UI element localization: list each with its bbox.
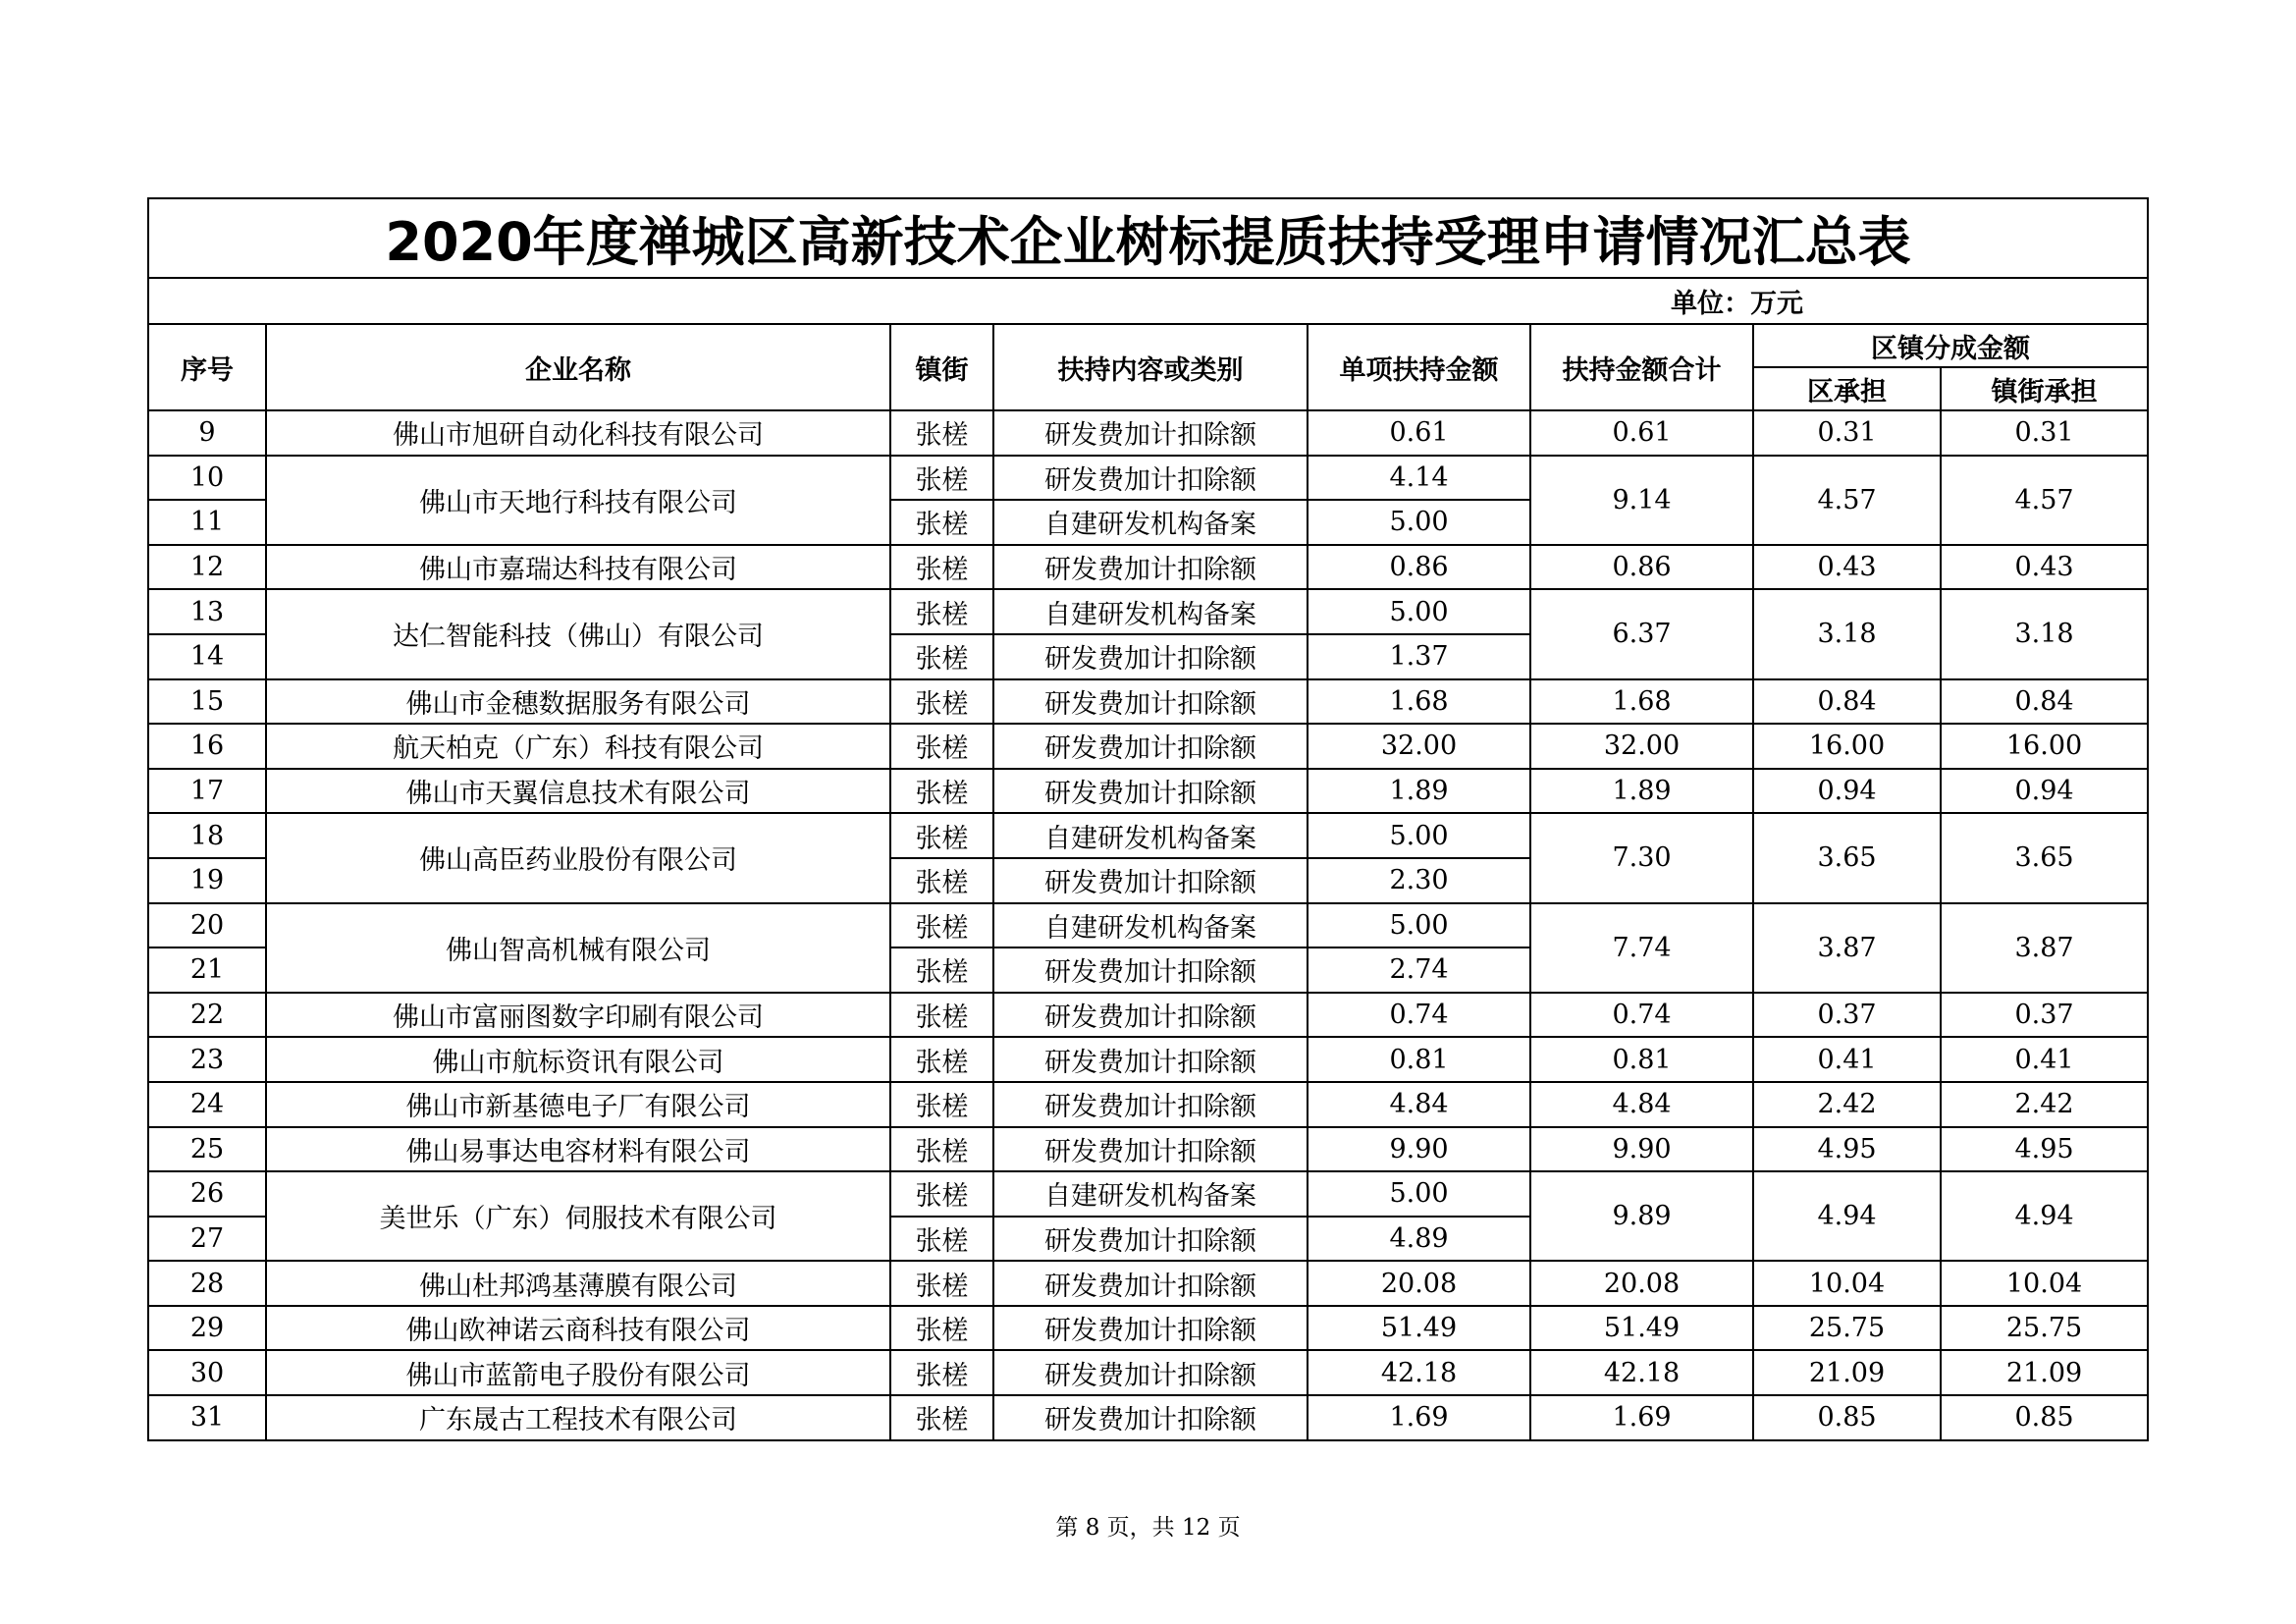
cell-company: 航天柏克（广东）科技有限公司: [266, 724, 890, 769]
header-district-share: 区承担: [1753, 367, 1941, 410]
cell-category: 研发费加计扣除额: [993, 1261, 1308, 1306]
cell-company: 佛山市金穗数据服务有限公司: [266, 679, 890, 725]
cell-company: 佛山市天翼信息技术有限公司: [266, 769, 890, 814]
cell-district-share: 3.87: [1753, 903, 1941, 993]
cell-town-share: 0.31: [1941, 410, 2148, 456]
cell-district-share: 4.94: [1753, 1171, 1941, 1261]
cell-item-amount: 9.90: [1308, 1127, 1530, 1172]
cell-category: 研发费加计扣除额: [993, 1350, 1308, 1395]
cell-company: 佛山高臣药业股份有限公司: [266, 813, 890, 902]
cell-category: 自建研发机构备案: [993, 903, 1308, 948]
cell-town: 张槎: [890, 813, 993, 858]
cell-category: 研发费加计扣除额: [993, 634, 1308, 679]
table-row: [148, 1171, 2148, 1217]
cell-town-share: 10.04: [1941, 1261, 2148, 1306]
cell-category: 研发费加计扣除额: [993, 456, 1308, 501]
cell-seq: 16: [148, 724, 266, 769]
cell-category: 自建研发机构备案: [993, 589, 1308, 634]
cell-company: 佛山市航标资讯有限公司: [266, 1037, 890, 1082]
cell-category: 自建研发机构备案: [993, 813, 1308, 858]
cell-town: 张槎: [890, 679, 993, 725]
cell-town-share: 25.75: [1941, 1306, 2148, 1351]
cell-town-share: 21.09: [1941, 1350, 2148, 1395]
table-row: [148, 1395, 2148, 1440]
cell-company: 佛山杜邦鸿基薄膜有限公司: [266, 1261, 890, 1306]
table-row: [148, 1350, 2148, 1395]
cell-town: 张槎: [890, 545, 993, 590]
cell-category: 研发费加计扣除额: [993, 858, 1308, 903]
cell-town: 张槎: [890, 1306, 993, 1351]
cell-total-amount: 7.74: [1530, 903, 1753, 993]
cell-total-amount: 1.89: [1530, 769, 1753, 814]
cell-item-amount: 4.89: [1308, 1217, 1530, 1262]
header-town-share: 镇街承担: [1941, 367, 2148, 410]
cell-town-share: 3.18: [1941, 589, 2148, 678]
cell-district-share: 4.57: [1753, 456, 1941, 545]
cell-town-share: 4.95: [1941, 1127, 2148, 1172]
cell-company: 佛山市新基德电子厂有限公司: [266, 1082, 890, 1127]
cell-company: 美世乐（广东）伺服技术有限公司: [266, 1171, 890, 1261]
header-category: 扶持内容或类别: [993, 324, 1308, 410]
cell-seq: 9: [148, 410, 266, 456]
cell-company: 佛山易事达电容材料有限公司: [266, 1127, 890, 1172]
cell-district-share: 0.43: [1753, 545, 1941, 590]
cell-town: 张槎: [890, 589, 993, 634]
cell-total-amount: 9.90: [1530, 1127, 1753, 1172]
table-row: [148, 1306, 2148, 1351]
cell-item-amount: 0.74: [1308, 993, 1530, 1038]
cell-town-share: 4.57: [1941, 456, 2148, 545]
cell-category: 研发费加计扣除额: [993, 1037, 1308, 1082]
cell-town-share: 3.65: [1941, 813, 2148, 902]
table-row: [148, 769, 2148, 814]
cell-district-share: 0.94: [1753, 769, 1941, 814]
cell-town: 张槎: [890, 1171, 993, 1217]
cell-district-share: 2.42: [1753, 1082, 1941, 1127]
cell-district-share: 0.41: [1753, 1037, 1941, 1082]
cell-total-amount: 9.89: [1530, 1171, 1753, 1261]
table-row: [148, 903, 2148, 948]
cell-district-share: 10.04: [1753, 1261, 1941, 1306]
cell-seq: 18: [148, 813, 266, 858]
cell-category: 研发费加计扣除额: [993, 1395, 1308, 1440]
cell-item-amount: 0.81: [1308, 1037, 1530, 1082]
cell-district-share: 25.75: [1753, 1306, 1941, 1351]
cell-category: 研发费加计扣除额: [993, 1306, 1308, 1351]
cell-item-amount: 1.37: [1308, 634, 1530, 679]
cell-town: 张槎: [890, 1037, 993, 1082]
cell-seq: 19: [148, 858, 266, 903]
unit-label: 单位：万元: [148, 278, 2148, 324]
cell-town: 张槎: [890, 634, 993, 679]
cell-total-amount: 0.86: [1530, 545, 1753, 590]
cell-seq: 25: [148, 1127, 266, 1172]
page-footer: 第 8 页，共 12 页: [1055, 1515, 1241, 1541]
cell-seq: 17: [148, 769, 266, 814]
cell-item-amount: 4.84: [1308, 1082, 1530, 1127]
table-row: [148, 1127, 2148, 1172]
cell-town: 张槎: [890, 903, 993, 948]
table-row: [148, 813, 2148, 858]
cell-item-amount: 5.00: [1308, 903, 1530, 948]
cell-company: 达仁智能科技（佛山）有限公司: [266, 589, 890, 678]
cell-town: 张槎: [890, 1261, 993, 1306]
cell-item-amount: 51.49: [1308, 1306, 1530, 1351]
cell-seq: 28: [148, 1261, 266, 1306]
cell-total-amount: 0.61: [1530, 410, 1753, 456]
cell-town: 张槎: [890, 947, 993, 993]
cell-category: 研发费加计扣除额: [993, 947, 1308, 993]
cell-town-share: 0.37: [1941, 993, 2148, 1038]
cell-town-share: 0.85: [1941, 1395, 2148, 1440]
cell-seq: 26: [148, 1171, 266, 1217]
header-split-group: 区镇分成金额: [1753, 324, 2148, 367]
cell-town-share: 0.84: [1941, 679, 2148, 725]
cell-company: 佛山市天地行科技有限公司: [266, 456, 890, 545]
cell-town: 张槎: [890, 456, 993, 501]
table-row: [148, 1037, 2148, 1082]
cell-total-amount: 32.00: [1530, 724, 1753, 769]
cell-item-amount: 5.00: [1308, 589, 1530, 634]
table-row: [148, 993, 2148, 1038]
cell-item-amount: 5.00: [1308, 1171, 1530, 1217]
cell-district-share: 0.37: [1753, 993, 1941, 1038]
cell-company: 佛山市富丽图数字印刷有限公司: [266, 993, 890, 1038]
cell-item-amount: 20.08: [1308, 1261, 1530, 1306]
cell-town: 张槎: [890, 858, 993, 903]
cell-town: 张槎: [890, 410, 993, 456]
cell-category: 自建研发机构备案: [993, 500, 1308, 545]
cell-town-share: 0.41: [1941, 1037, 2148, 1082]
cell-item-amount: 0.86: [1308, 545, 1530, 590]
cell-total-amount: 6.37: [1530, 589, 1753, 678]
cell-item-amount: 1.89: [1308, 769, 1530, 814]
page-title: 2020年度禅城区高新技术企业树标提质扶持受理申请情况汇总表: [148, 198, 2148, 278]
cell-town-share: 3.87: [1941, 903, 2148, 993]
cell-town-share: 2.42: [1941, 1082, 2148, 1127]
cell-seq: 14: [148, 634, 266, 679]
cell-category: 研发费加计扣除额: [993, 1082, 1308, 1127]
cell-total-amount: 1.69: [1530, 1395, 1753, 1440]
cell-town-share: 16.00: [1941, 724, 2148, 769]
cell-town: 张槎: [890, 993, 993, 1038]
cell-seq: 29: [148, 1306, 266, 1351]
cell-seq: 24: [148, 1082, 266, 1127]
header-seq: 序号: [148, 324, 266, 410]
cell-town: 张槎: [890, 500, 993, 545]
cell-seq: 10: [148, 456, 266, 501]
cell-total-amount: 0.74: [1530, 993, 1753, 1038]
cell-category: 研发费加计扣除额: [993, 993, 1308, 1038]
cell-town: 张槎: [890, 1350, 993, 1395]
cell-item-amount: 5.00: [1308, 500, 1530, 545]
cell-seq: 30: [148, 1350, 266, 1395]
cell-seq: 31: [148, 1395, 266, 1440]
header-company: 企业名称: [266, 324, 890, 410]
cell-district-share: 3.18: [1753, 589, 1941, 678]
cell-company: 佛山市嘉瑞达科技有限公司: [266, 545, 890, 590]
table-row: [148, 679, 2148, 725]
cell-item-amount: 1.68: [1308, 679, 1530, 725]
cell-total-amount: 1.68: [1530, 679, 1753, 725]
cell-company: 佛山欧神诺云商科技有限公司: [266, 1306, 890, 1351]
cell-category: 研发费加计扣除额: [993, 769, 1308, 814]
cell-seq: 23: [148, 1037, 266, 1082]
cell-total-amount: 9.14: [1530, 456, 1753, 545]
cell-district-share: 0.31: [1753, 410, 1941, 456]
cell-district-share: 21.09: [1753, 1350, 1941, 1395]
cell-district-share: 0.84: [1753, 679, 1941, 725]
cell-seq: 15: [148, 679, 266, 725]
cell-company: 佛山市蓝箭电子股份有限公司: [266, 1350, 890, 1395]
cell-district-share: 4.95: [1753, 1127, 1941, 1172]
cell-total-amount: 4.84: [1530, 1082, 1753, 1127]
cell-total-amount: 7.30: [1530, 813, 1753, 902]
cell-town: 张槎: [890, 724, 993, 769]
cell-category: 研发费加计扣除额: [993, 545, 1308, 590]
cell-seq: 20: [148, 903, 266, 948]
table-row: [148, 410, 2148, 456]
cell-item-amount: 5.00: [1308, 813, 1530, 858]
cell-seq: 27: [148, 1217, 266, 1262]
summary-table: [147, 197, 2149, 1441]
summary-sheet: [147, 197, 2147, 1441]
header-item-amount: 单项扶持金额: [1308, 324, 1530, 410]
cell-category: 自建研发机构备案: [993, 1171, 1308, 1217]
cell-district-share: 3.65: [1753, 813, 1941, 902]
cell-town: 张槎: [890, 769, 993, 814]
cell-company: 广东晟古工程技术有限公司: [266, 1395, 890, 1440]
header-total-amount: 扶持金额合计: [1530, 324, 1753, 410]
cell-category: 研发费加计扣除额: [993, 1217, 1308, 1262]
cell-seq: 21: [148, 947, 266, 993]
cell-district-share: 16.00: [1753, 724, 1941, 769]
table-row: [148, 545, 2148, 590]
cell-seq: 13: [148, 589, 266, 634]
cell-category: 研发费加计扣除额: [993, 679, 1308, 725]
table-row: [148, 1082, 2148, 1127]
cell-town: 张槎: [890, 1127, 993, 1172]
cell-town-share: 0.94: [1941, 769, 2148, 814]
cell-item-amount: 4.14: [1308, 456, 1530, 501]
cell-town: 张槎: [890, 1217, 993, 1262]
cell-item-amount: 0.61: [1308, 410, 1530, 456]
cell-category: 研发费加计扣除额: [993, 1127, 1308, 1172]
table-row: [148, 589, 2148, 634]
cell-total-amount: 20.08: [1530, 1261, 1753, 1306]
cell-total-amount: 51.49: [1530, 1306, 1753, 1351]
cell-district-share: 0.85: [1753, 1395, 1941, 1440]
cell-town: 张槎: [890, 1395, 993, 1440]
table-row: [148, 1261, 2148, 1306]
cell-company: 佛山智高机械有限公司: [266, 903, 890, 993]
table-body: [148, 410, 2148, 1440]
cell-town: 张槎: [890, 1082, 993, 1127]
cell-total-amount: 0.81: [1530, 1037, 1753, 1082]
cell-seq: 12: [148, 545, 266, 590]
cell-town-share: 4.94: [1941, 1171, 2148, 1261]
cell-item-amount: 42.18: [1308, 1350, 1530, 1395]
cell-category: 研发费加计扣除额: [993, 724, 1308, 769]
table-row: [148, 724, 2148, 769]
table-row: [148, 456, 2148, 501]
cell-seq: 11: [148, 500, 266, 545]
cell-category: 研发费加计扣除额: [993, 410, 1308, 456]
cell-town-share: 0.43: [1941, 545, 2148, 590]
cell-item-amount: 2.30: [1308, 858, 1530, 903]
header-town: 镇街: [890, 324, 993, 410]
cell-company: 佛山市旭研自动化科技有限公司: [266, 410, 890, 456]
cell-item-amount: 2.74: [1308, 947, 1530, 993]
cell-item-amount: 32.00: [1308, 724, 1530, 769]
cell-item-amount: 1.69: [1308, 1395, 1530, 1440]
cell-seq: 22: [148, 993, 266, 1038]
cell-total-amount: 42.18: [1530, 1350, 1753, 1395]
